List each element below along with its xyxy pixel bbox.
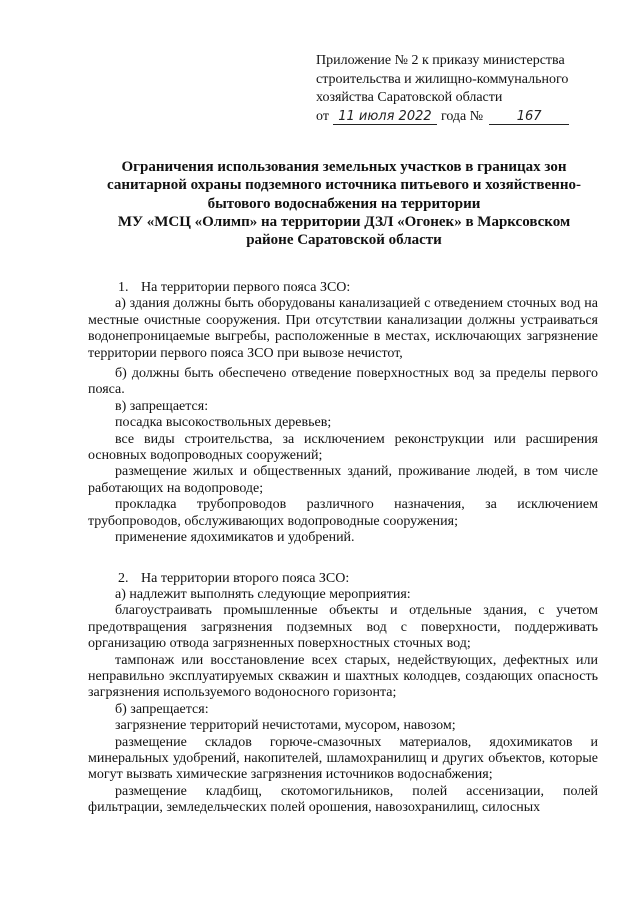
title-line: бытового водоснабжения на территории <box>207 195 481 212</box>
handwritten-date: 11 июля 2022 <box>333 110 437 125</box>
paragraph: а) надлежит выполнять следующие мероприятия: <box>115 586 411 602</box>
section-2-heading <box>88 571 598 587</box>
list-item: посадка высокоствольных деревьев; <box>115 415 332 431</box>
list-item: загрязнение территорий нечистотами, мусором, навозом; <box>115 718 456 734</box>
header-line: хозяйства Саратовской области <box>316 90 503 106</box>
header-line: строительства и жилищно-коммунального <box>316 71 569 87</box>
list-item: размещение складов горюче-смазочных материалов, ядохимикатов и минеральных удобрений, накопителей, шламохранилищ и других объектов, которые могут вызвать химические загрязнения источников водоснабжения; <box>88 734 598 783</box>
list-item: тампонаж или восстановление всех старых, недействующих, дефектных или неправильно эксплуатируемых скважин и шахтных колодцев, создающих опасность загрязнения используемого водоносного горизонта; <box>88 652 598 701</box>
list-item: прокладка трубопроводов различного назначения, за исключением трубопроводов, обслуживающих водопроводные сооружения; <box>88 497 598 529</box>
list-item: размещение кладбищ, скотомогильников, полей ассенизации, полей фильтрации, земледельческих полей орошения, навозохранилищ, силосных <box>88 783 598 816</box>
header-from-label: от <box>316 109 329 125</box>
paragraph: в) запрещается: <box>115 398 209 414</box>
section-heading-text: На территории первого пояса ЗСО: <box>141 280 351 295</box>
handwritten-number: 167 <box>489 110 569 125</box>
header-line: Приложение № 2 к приказу министерства <box>316 53 565 68</box>
header-date-line <box>316 108 616 127</box>
section-number: 1. <box>118 280 129 295</box>
header-year-number-label: года № <box>440 109 484 125</box>
list-item: благоустраивать промышленные объекты и отдельные здания, с учетом предотвращения загрязнения подземных вод с поверхности, поддерживать организацию отвода загрязненных поверхностных сточных вод; <box>88 603 598 652</box>
title-line: МУ «МСЦ «Олимп» на территории ДЗЛ «Огонек» в Марксовском <box>117 213 571 230</box>
section-number: 2. <box>118 570 129 586</box>
title-line: санитарной охраны подземного источника питьевого и хозяйственно- <box>107 177 581 194</box>
document-title <box>78 158 610 249</box>
paragraph: б) запрещается: <box>115 701 209 717</box>
list-item: применение ядохимикатов и удобрений. <box>115 530 355 546</box>
list-item: размещение жилых и общественных зданий, проживание людей, в том числе работающих на водопроводе; <box>88 464 598 496</box>
section-1-heading <box>88 280 598 296</box>
section-heading-text: На территории второго пояса ЗСО: <box>141 570 350 586</box>
document-body <box>88 280 598 817</box>
title-line: Ограничения использования земельных участков в границах зон <box>121 159 567 175</box>
appendix-header <box>316 52 616 127</box>
paragraph: б) должны быть обеспечено отведение поверхностных вод за пределы первого пояса. <box>88 366 598 398</box>
title-line: районе Саратовской области <box>246 232 442 249</box>
paragraph: а) здания должны быть оборудованы канализацией с отведением сточных вод на местные очистные сооружения. При отсутствии канализации должны устраиваться водонепроницаемые выгребы, расположенные в местах, исключающих загрязнение территории первого пояса ЗСО при вывозе нечистот, <box>88 296 598 361</box>
list-item: все виды строительства, за исключением реконструкции или расширения основных водопроводных сооружений; <box>88 431 598 464</box>
